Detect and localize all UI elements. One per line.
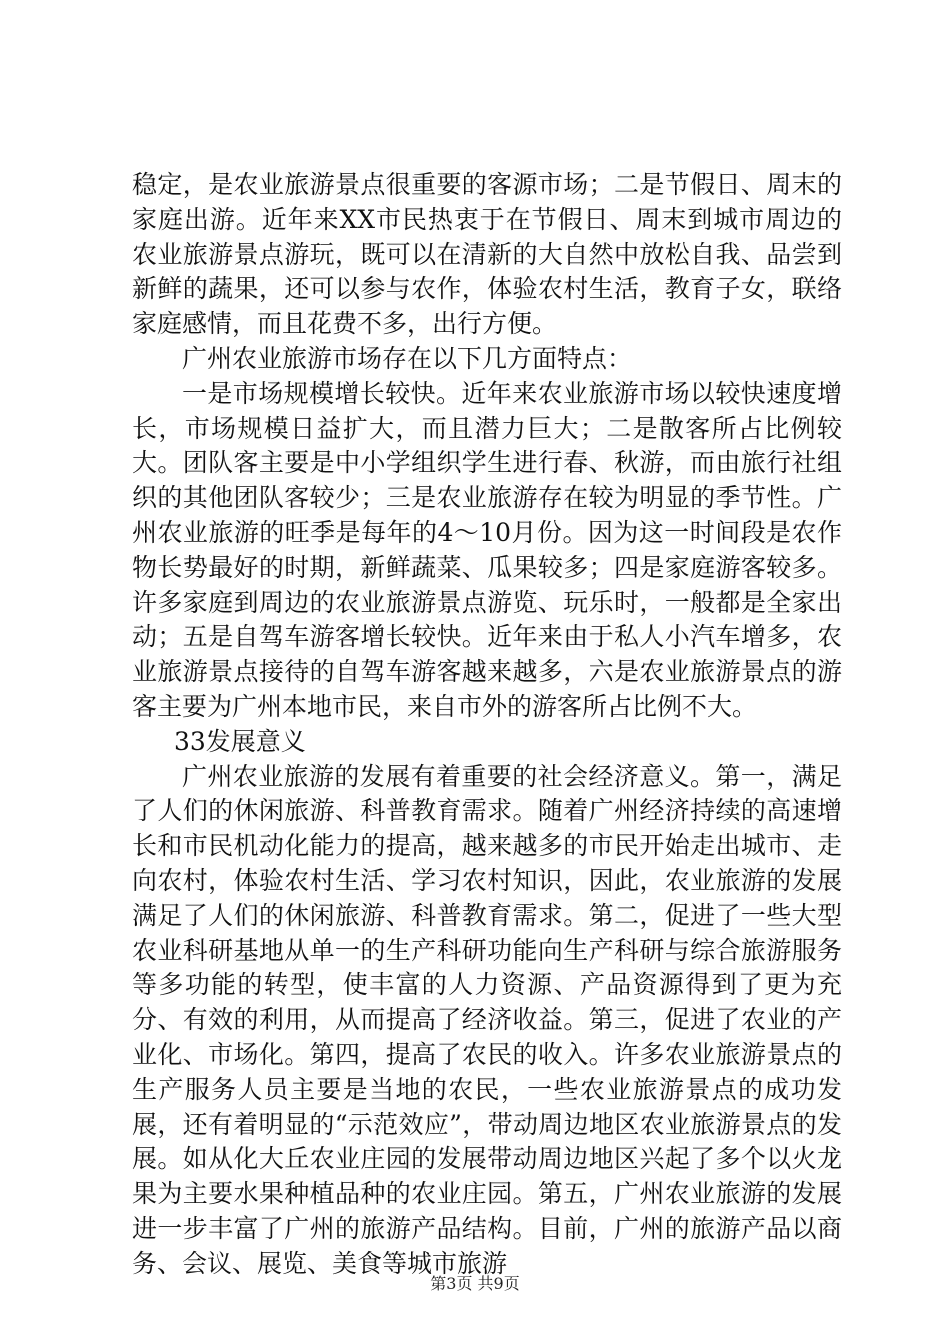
paragraph-market-features: 一是市场规模增长较快。近年来农业旅游市场以较快速度增长，市场规模日益扩大，而且潜力巨大；二是散客所占比例较大。团队客主要是中小学组织学生进行春、秋游，而由旅行社组织的其他团队客较少；三是农业旅游存在较为明显的季节性。广州农业旅游的旺季是每年的4～10月份。因为这一时间段是农作物长势最好的时期，新鲜蔬菜、瓜果较多；四是家庭游客较多。许多家庭到周边的农业旅游景点游览、玩乐时，一般都是全家出动；五是自驾车游客增长较快。近年来由于私人小汽车增多，农业旅游景点接待的自驾车游客越来越多，六是农业旅游景点的游客主要为广州本地市民，来自市外的游客所占比例不大。	[132, 378, 842, 721]
section-heading: 33发展意义	[174, 726, 306, 756]
paragraph-continuation: 稳定，是农业旅游景点很重要的客源市场；二是节假日、周末的家庭出游。近年来XX市民热衷于在节假日、周末到城市周边的农业旅游景点游玩，既可以在清新的大自然中放松自我、品尝到新鲜的蔬果，还可以参与农作，体验农村生活，教育子女，联络家庭感情，而且花费不多，出行方便。	[132, 170, 842, 339]
paragraph-development-significance: 广州农业旅游的发展有着重要的社会经济意义。第一，满足了人们的休闲旅游、科普教育需求。随着广州经济持续的高速增长和市民机动化能力的提高，越来越多的市民开始走出城市、走向农村，体验农村生活、学习农村知识，因此，农业旅游的发展满足了人们的休闲旅游、科普教育需求。第二，促进了一些大型农业科研基地从单一的生产科研功能向生产科研与综合旅游服务等多功能的转型，使丰富的人力资源、产品资源得到了更为充分、有效的利用，从而提高了经济收益。第三，促进了农业的产业化、市场化。第四，提高了农民的收入。许多农业旅游景点的生产服务人员主要是当地的农民，一些农业旅游景点的成功发展，还有着明显的“示范效应”，带动周边地区农业旅游景点的发展。如从化大丘农业庄园的发展带动周边地区兴起了多个以火龙果为主要水果种植品种的农业庄园。第五，广州农业旅游的发展进一步丰富了广州的旅游产品结构。目前，广州的旅游产品以商务、会议、展览、美食等城市旅游	[132, 761, 842, 1278]
document-body	[132, 168, 842, 1282]
page-footer: 第3页 共9页	[430, 1274, 520, 1293]
paragraph-market-features-intro: 广州农业旅游市场存在以下几方面特点：	[182, 343, 633, 373]
